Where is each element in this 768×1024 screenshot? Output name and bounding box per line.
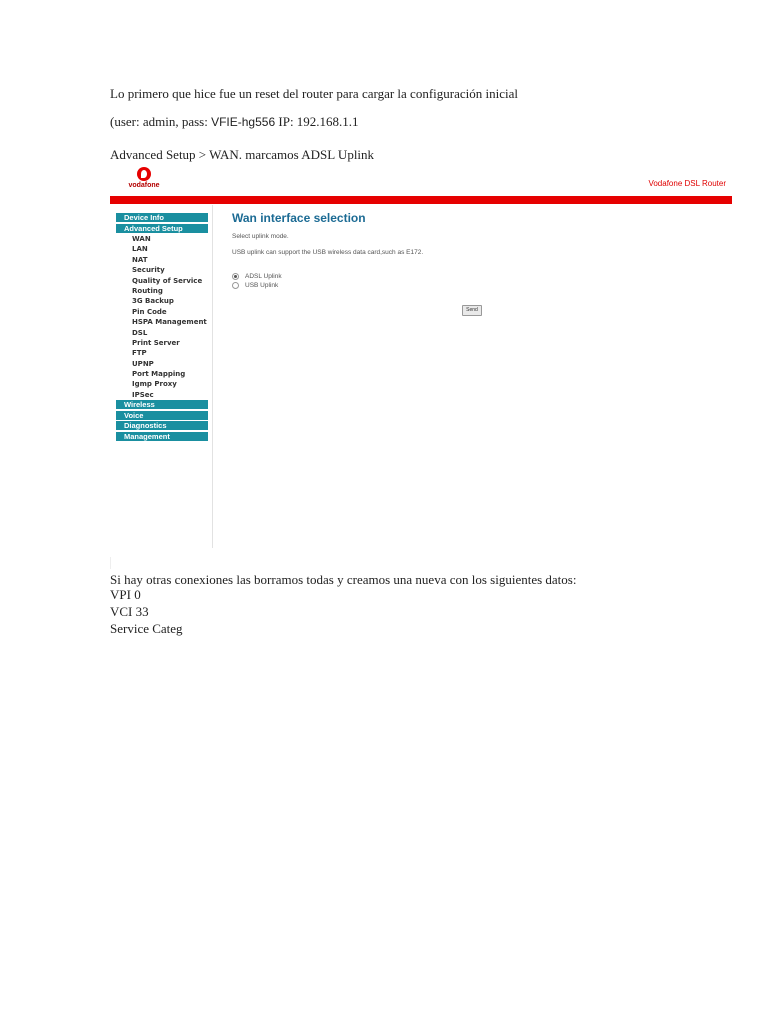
menu-device-info[interactable]: Device Info <box>116 213 208 222</box>
menu-item-dsl[interactable]: DSL <box>132 328 148 337</box>
credentials-prefix: (user: admin, pass: <box>110 114 212 129</box>
password-value: VFIE-hg556 <box>211 115 276 129</box>
paragraph-service-category: Service Categ <box>110 621 183 636</box>
radio-usb-label: USB Uplink <box>245 282 279 290</box>
ip-text: IP: 192.168.1.1 <box>275 114 359 129</box>
sidebar-menu <box>116 213 208 442</box>
menu-item-ipsec[interactable]: IPSec <box>132 390 154 399</box>
paragraph-vci: VCI 33 <box>110 604 149 619</box>
menu-diagnostics[interactable]: Diagnostics <box>116 421 208 430</box>
sidebar-divider <box>212 205 213 548</box>
menu-item-hspa-management[interactable]: HSPA Management <box>132 318 207 327</box>
paragraph-vpi: VPI 0 <box>110 587 141 602</box>
menu-item-3g-backup[interactable]: 3G Backup <box>132 297 174 306</box>
menu-management[interactable]: Management <box>116 432 208 441</box>
radio-adsl-label: ADSL Uplink <box>245 273 282 281</box>
router-screenshot <box>110 165 732 550</box>
vodafone-logo-icon <box>137 167 151 181</box>
menu-item-port-mapping[interactable]: Port Mapping <box>132 370 186 379</box>
paragraph-reset: Lo primero que hice fue un reset del router para cargar la configuración inicial <box>110 86 518 101</box>
menu-item-upnp[interactable]: UPNP <box>132 359 154 368</box>
send-button[interactable]: Send <box>462 305 482 316</box>
vodafone-logo-text: vodafone <box>128 182 160 189</box>
radio-unselected-icon[interactable] <box>232 282 239 289</box>
menu-item-ftp[interactable]: FTP <box>132 349 147 358</box>
divider-mark <box>110 557 111 569</box>
page-title: Wan interface selection <box>232 211 366 225</box>
menu-item-lan[interactable]: LAN <box>132 245 148 254</box>
menu-voice[interactable]: Voice <box>116 411 208 420</box>
menu-item-igmp-proxy[interactable]: Igmp Proxy <box>132 380 177 389</box>
menu-item-security[interactable]: Security <box>132 266 165 275</box>
paragraph-connections: Si hay otras conexiones las borramos todas y creamos una nueva con los siguientes datos: <box>110 572 577 587</box>
instruction-text: Select uplink mode. <box>232 233 289 240</box>
radio-adsl-uplink[interactable] <box>232 273 282 280</box>
usb-info-text: USB uplink can support the USB wireless data card,such as E172. <box>232 249 424 256</box>
menu-advanced-setup[interactable]: Advanced Setup <box>116 224 208 233</box>
radio-usb-uplink[interactable] <box>232 282 278 289</box>
menu-wireless[interactable]: Wireless <box>116 400 208 409</box>
vodafone-logo <box>122 167 166 193</box>
menu-item-nat[interactable]: NAT <box>132 255 148 264</box>
menu-item-routing[interactable]: Routing <box>132 286 163 295</box>
menu-item-qos[interactable]: Quality of Service <box>132 276 203 285</box>
menu-item-pin-code[interactable]: Pin Code <box>132 307 167 316</box>
menu-item-wan[interactable]: WAN <box>132 235 151 243</box>
header-red-bar <box>110 196 732 204</box>
router-brand-title: Vodafone DSL Router <box>648 179 726 188</box>
radio-selected-icon[interactable] <box>232 273 239 280</box>
menu-item-print-server[interactable]: Print Server <box>132 338 180 347</box>
paragraph-wan-step: Advanced Setup > WAN. marcamos ADSL Uplink <box>110 147 375 162</box>
wan-selection-panel <box>232 211 478 313</box>
paragraph-credentials <box>110 114 359 130</box>
